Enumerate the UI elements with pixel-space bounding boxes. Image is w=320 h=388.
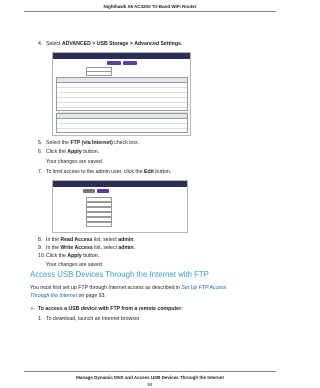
- step-5: 5. Select the FTP (via Internet) check box.: [38, 140, 140, 146]
- usb-settings-screenshot: [52, 52, 191, 136]
- screenshot-button: [123, 61, 137, 65]
- page-number: 94: [147, 382, 153, 387]
- ftp-access-link[interactable]: Set Up FTP Access: [181, 285, 227, 291]
- task-heading: ➢ To access a USB device with FTP from a remote computer:: [30, 306, 183, 312]
- saved-note: Your changes are saved.: [46, 262, 104, 268]
- task-step-1: 1. To download, launch an Internet browser.: [38, 316, 141, 322]
- screenshot-table: [56, 77, 188, 111]
- ftp-access-link-cont[interactable]: Through the Internet: [30, 293, 78, 299]
- screenshot-button: [97, 189, 109, 193]
- step-4: 4. Select ADVANCED > USB Storage > Advanced Settings.: [38, 41, 183, 47]
- step-8: 8. In the Read Access list, select admin.: [38, 237, 135, 243]
- edit-folder-screenshot: [52, 180, 188, 233]
- step-10: 10.Click the Apply button.: [38, 253, 100, 259]
- screenshot-button: [107, 61, 121, 65]
- header-divider: [24, 11, 276, 12]
- screenshot-table: [56, 113, 188, 133]
- section-paragraph-line-2: Through the Internet on page 93.: [30, 293, 106, 299]
- screenshot-button: [83, 189, 95, 193]
- page-header: Nighthawk X6 AC3200 Tri-Band WiFi Router: [103, 4, 197, 9]
- screenshot-title-bar: [53, 53, 190, 59]
- page-footer: Manage Dynamic DNS and Access USB Devices Through the Internet: [76, 375, 224, 380]
- section-paragraph-line-1: You must first set up FTP through Internet access as described in Set Up FTP Access: [30, 285, 227, 291]
- footer-divider: [24, 371, 276, 372]
- saved-note: Your changes are saved.: [46, 159, 104, 165]
- arrow-icon: ➢: [30, 306, 35, 312]
- step-6: 6. Click the Apply button.: [38, 149, 100, 155]
- section-heading: Access USB Devices Through the Internet with FTP: [30, 270, 209, 279]
- step-7: 7. To limit access to the admin user, click the Edit button.: [38, 169, 172, 175]
- step-9: 9. In the Write Access list, select admin.: [38, 245, 136, 251]
- screenshot-title-bar: [53, 181, 187, 187]
